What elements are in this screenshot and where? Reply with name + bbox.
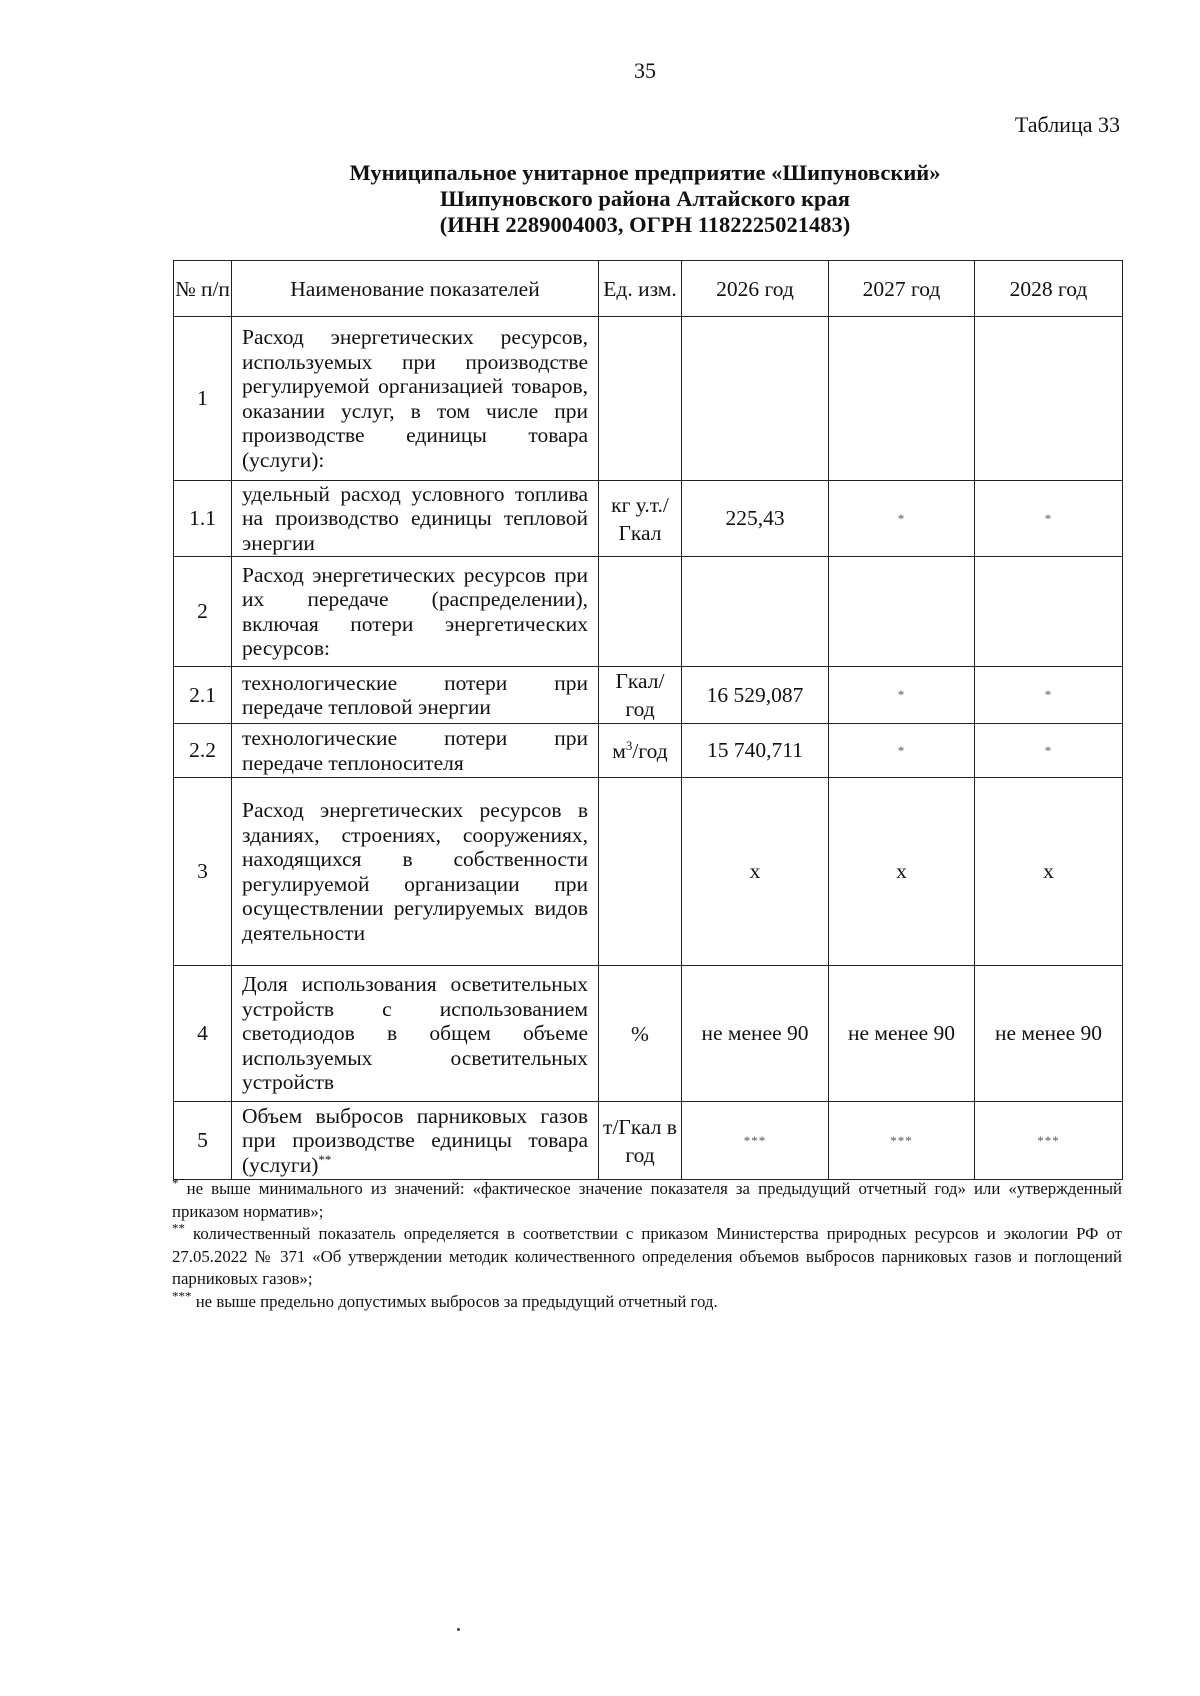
indicator-name: Расход энергетических ресурсов в зданиях, строениях, сооружениях, находящихся в собственности регулируемой организации при осуществлении регулируемых видов деятельности	[232, 778, 599, 966]
table-row	[174, 481, 1123, 557]
indicator-name: технологические потери при передаче тепловой энергии	[232, 667, 599, 724]
value-2026: x	[682, 778, 829, 966]
value-2027	[829, 317, 975, 481]
unit-main: м	[612, 738, 626, 763]
row-number: 1.1	[174, 481, 232, 557]
table-row	[174, 557, 1123, 667]
indicator-name: Расход энергетических ресурсов при их передаче (распределении), включая потери энергетических ресурсов:	[232, 557, 599, 667]
value-2026: не менее 90	[682, 966, 829, 1102]
table-row	[174, 778, 1123, 966]
indicator-unit: %	[599, 966, 682, 1102]
row-number: 5	[174, 1102, 232, 1180]
organization-title-line-3: (ИНН 2289004003, ОГРН 1182225021483)	[439, 212, 851, 237]
indicator-name-footnote-mark: **	[318, 1151, 332, 1167]
value-2028	[975, 557, 1123, 667]
indicator-name: удельный расход условного топлива на производство единицы тепловой энергии	[232, 481, 599, 557]
footnote-3	[172, 1287, 1122, 1314]
row-number: 4	[174, 966, 232, 1102]
indicator-unit	[599, 724, 682, 778]
value-2027: *	[829, 481, 975, 557]
value-2027: *	[829, 724, 975, 778]
footnote-1-text: не выше минимального из значений: «фактическое значение показателя за предыдущий отчетный год» или «утвержденный приказом норматив»;	[172, 1179, 1122, 1221]
header-2026: 2026 год	[682, 261, 829, 317]
organization-title	[0, 160, 1200, 238]
row-number: 2.2	[174, 724, 232, 778]
indicator-name: Расход энергетических ресурсов, используемых при производстве регулируемой организацией товаров, оказании услуг, в том числе при производстве единицы товара (услуги):	[232, 317, 599, 481]
footnotes	[172, 1175, 1122, 1313]
table-row	[174, 724, 1123, 778]
indicator-name	[232, 1102, 599, 1180]
header-2027: 2027 год	[829, 261, 975, 317]
value-2027: ***	[829, 1102, 975, 1180]
footnote-3-mark: ***	[172, 1287, 192, 1303]
header-name: Наименование показателей	[232, 261, 599, 317]
indicator-unit	[599, 317, 682, 481]
value-2027	[829, 557, 975, 667]
organization-title-line-1: Муниципальное унитарное предприятие «Шипуновский»	[349, 160, 941, 185]
table-row	[174, 317, 1123, 481]
indicator-unit: Гкал/ год	[599, 667, 682, 724]
row-number: 2	[174, 557, 232, 667]
value-2027: не менее 90	[829, 966, 975, 1102]
indicator-name-text: Объем выбросов парниковых газов при производстве единицы товара (услуги)	[242, 1103, 588, 1177]
table-row	[174, 667, 1123, 724]
table-header-row	[174, 261, 1123, 317]
footnote-2	[172, 1220, 1122, 1291]
footnote-2-mark: **	[172, 1220, 185, 1236]
value-2028: не менее 90	[975, 966, 1123, 1102]
footnote-1-mark: *	[172, 1175, 179, 1191]
page-number: 35	[634, 58, 656, 83]
value-2027: *	[829, 667, 975, 724]
indicator-unit: т/Гкал в год	[599, 1102, 682, 1180]
table-row	[174, 966, 1123, 1102]
value-2027: x	[829, 778, 975, 966]
indicator-name: Доля использования осветительных устройств с использованием светодиодов в общем объеме используемых осветительных устройств	[232, 966, 599, 1102]
value-2028: ***	[975, 1102, 1123, 1180]
value-2026: 16 529,087	[682, 667, 829, 724]
unit-superscript: 3	[625, 737, 633, 753]
organization-title-line-2: Шипуновского района Алтайского края	[440, 186, 850, 211]
value-2028: *	[975, 667, 1123, 724]
value-2026: ***	[682, 1102, 829, 1180]
value-2028	[975, 317, 1123, 481]
header-2028: 2028 год	[975, 261, 1123, 317]
value-2028: x	[975, 778, 1123, 966]
value-2026: 15 740,711	[682, 724, 829, 778]
indicator-unit	[599, 557, 682, 667]
table-label: Таблица 33	[1014, 112, 1120, 137]
footnote-3-text: не выше предельно допустимых выбросов за предыдущий отчетный год.	[191, 1291, 718, 1311]
table-row	[174, 1102, 1123, 1180]
unit-rest: /год	[632, 738, 668, 763]
row-number: 3	[174, 778, 232, 966]
value-2028: *	[975, 481, 1123, 557]
row-number: 2.1	[174, 667, 232, 724]
indicator-name: технологические потери при передаче теплоносителя	[232, 724, 599, 778]
value-2026: 225,43	[682, 481, 829, 557]
header-num: № п/п	[174, 261, 232, 317]
value-2028: *	[975, 724, 1123, 778]
indicator-unit: кг у.т./ Гкал	[599, 481, 682, 557]
stray-dot	[457, 1628, 460, 1631]
footnote-1	[172, 1175, 1122, 1223]
value-2026	[682, 317, 829, 481]
value-2026	[682, 557, 829, 667]
footnote-2-text: количественный показатель определяется в соответствии с приказом Министерства природных ресурсов и экологии РФ от 27.05.2022 № 371 «Об утверждении методик количественного определения объемов выбросов парниковых газов и поглощений парниковых газов»;	[172, 1224, 1122, 1288]
header-unit: Ед. изм.	[599, 261, 682, 317]
row-number: 1	[174, 317, 232, 481]
indicator-unit	[599, 778, 682, 966]
indicators-table	[173, 260, 1123, 1180]
